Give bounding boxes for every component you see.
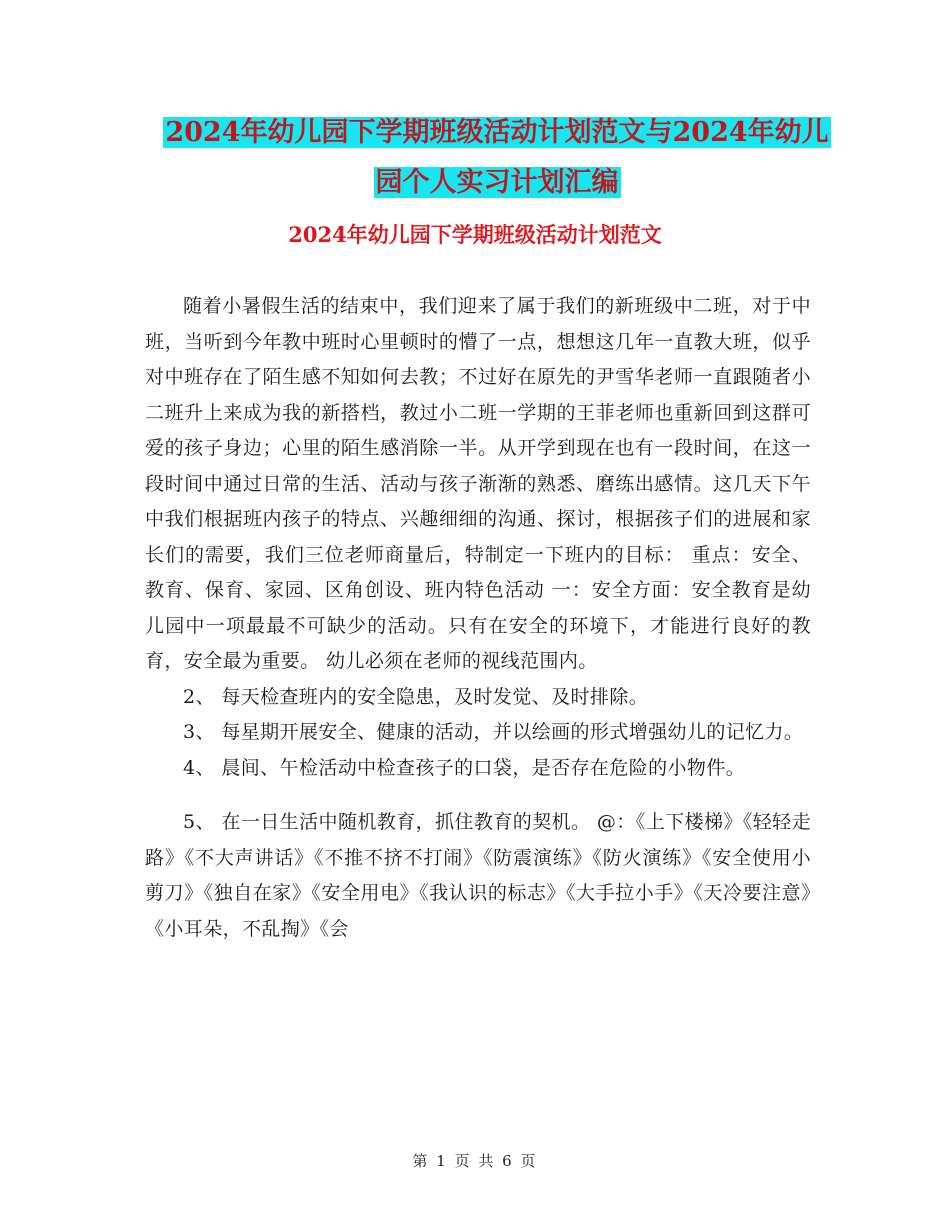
document-title	[140, 108, 854, 208]
document-body	[145, 289, 811, 947]
paragraph-item-3: 3、 每星期开展安全、健康的活动，并以绘画的形式增强幼儿的记忆力。	[183, 721, 804, 743]
section-title: 2024年幼儿园下学期班级活动计划范文	[288, 222, 662, 247]
paragraph-item-5: 5、 在一日生活中随机教育，抓住教育的契机。 @：《上下楼梯》《轻轻走路》《不大声讲话》《不推不挤不打闹》《防震演练》《防火演练》《安全使用小剪刀》《独自在家》《安全用电》《我认识的标志》《大手拉小手》《天冷要注意》《小耳朵，不乱掏》《会	[145, 811, 811, 940]
paragraph-item-4: 4、 晨间、午检活动中检查孩子的口袋，是否存在危险的小物件。	[183, 756, 746, 779]
document-title-line-1: 2024年幼儿园下学期班级活动计划范文与2024年幼儿	[165, 117, 829, 148]
paragraph-intro: 随着小暑假生活的结束中，我们迎来了属于我们的新班级中二班，对于中班，当听到今年教中班时心里顿时的懵了一点，想想这几年一直教大班，似乎对中班存在了陌生感不知如何去教；不过好在原先的尹雪华老师一直跟随者小二班升上来成为我的新搭档，教过小二班一学期的王菲老师也重新回到这群可爱的孩子身边；心里的陌生感消除一半。从开学到现在也有一段时间，在这一段时间中通过日常的生活、活动与孩子渐渐的熟悉、磨练出感情。这几天下午中我们根据班内孩子的特点、兴趣细细的沟通、探讨，根据孩子们的进展和家长们的需要，我们三位老师商量后，特制定一下班内的目标： 重点：安全、教育、保育、家园、区角创设、班内特色活动 一：安全方面：安全教育是幼儿园中一项最最不可缺少的活动。只有在安全的环境下，才能进行良好的教育，安全最为重要。 幼儿必须在老师的视线范围内。	[145, 295, 811, 672]
document-title-line-2: 园个人实习计划汇编	[375, 167, 619, 198]
paragraph-item-2: 2、 每天检查班内的安全隐患，及时发觉、及时排除。	[183, 685, 649, 708]
page-number: 第 1 页 共 6 页	[412, 1152, 538, 1170]
